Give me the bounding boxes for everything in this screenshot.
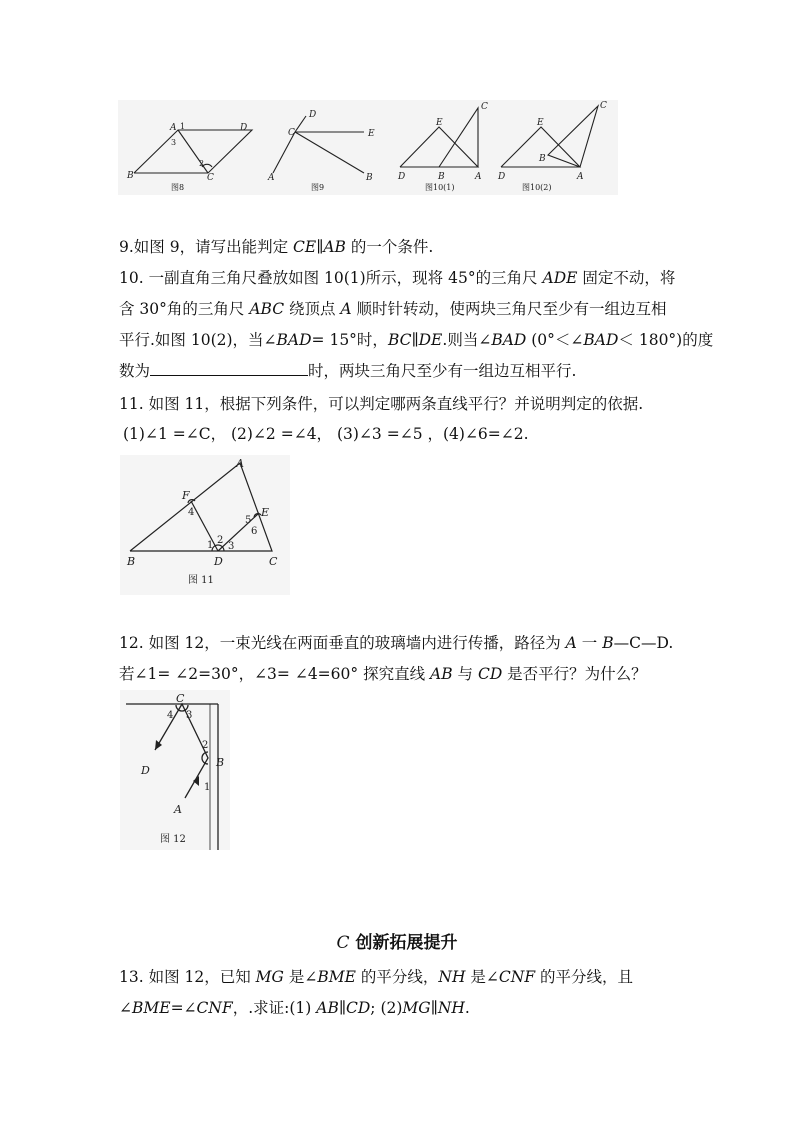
q10-l4-b: 时，两块三角尺至少有一组边互相平行.: [308, 362, 577, 380]
figure-11: [120, 455, 290, 595]
fig10-2-caption: 图10(2): [522, 183, 552, 192]
section-title-text: 创新拓展提升: [349, 933, 458, 953]
section-title: [0, 928, 794, 953]
fig11-angle-4: 4: [188, 507, 195, 518]
fig9-caption: 图9: [311, 183, 325, 192]
question-11-line-2: (1)∠1 =∠C， (2)∠2 =∠4， (3)∠3 =∠5 ，(4)∠6=∠2.: [123, 425, 529, 443]
q13-l2-f: .: [464, 999, 470, 1017]
fig8-angle-1: 1: [180, 122, 186, 131]
q10-l3-c: = 15°时，: [311, 331, 388, 349]
q12-l1-b: A: [565, 634, 577, 652]
fig10-1-label-E: E: [436, 118, 443, 128]
q10-l1-a: 10. 一副直角三角尺叠放如图 10(1)所示，现将 45°的三角尺: [119, 269, 543, 287]
fig10-2-label-E: E: [537, 118, 544, 128]
fig11-angle-1: 1: [207, 540, 214, 551]
fig8-angle-2: 2: [199, 159, 205, 168]
q13-l2-b: ，.求证:(1): [232, 999, 317, 1017]
q9-expr: CE∥AB: [293, 238, 346, 256]
question-12-line-1: [119, 632, 679, 655]
q13-l2-e: MG∥NH: [402, 999, 465, 1017]
q10-l4-a: 数为: [119, 362, 151, 380]
fig9-label-B: B: [366, 173, 373, 183]
q13-l1-h: ∠CNF: [485, 968, 536, 986]
q13-l1-d: ∠BME: [304, 968, 356, 986]
q12-l2-b: AB: [430, 665, 453, 683]
fig11-label-A: A: [236, 457, 244, 470]
fig12-label-A: A: [174, 803, 182, 816]
q12-l2-a: 若∠1= ∠2=30°，∠3= ∠4=60° 探究直线: [119, 665, 430, 683]
fig11-label-B: B: [127, 555, 136, 568]
question-13-line-1: [119, 966, 679, 989]
q12-l2-e: 是否平行？为什么？: [502, 665, 647, 683]
q13-l1-g: 是: [465, 968, 486, 986]
q13-l1-a: 13. 如图 12，已知: [119, 968, 256, 986]
q10-l3-b: ∠BAD: [263, 331, 312, 349]
fig11-angle-5: 5: [245, 515, 252, 526]
fig10-1-caption: 图10(1): [425, 183, 455, 192]
q13-l2-c: AB∥CD: [316, 999, 371, 1017]
top-figures: [118, 100, 618, 195]
fig8-label-C: C: [207, 173, 214, 183]
fig9-label-E: E: [368, 129, 375, 139]
fig12-angle-1: 1: [204, 782, 211, 793]
q13-l1-b: MG: [255, 968, 284, 986]
q13-l1-i: 的平分线，且: [535, 968, 634, 986]
fig11-label-E: E: [261, 506, 270, 519]
fig10-2-label-A: A: [577, 172, 584, 182]
q13-l1-f: NH: [438, 968, 466, 986]
q12-l1-c: 一: [576, 634, 603, 652]
q10-l3-a: 平行.如图 10(2)，当: [119, 331, 264, 349]
q10-l2-e: 顺时针转动，使两块三角尺至少有一组边互相: [351, 300, 667, 318]
fig12-label-D: D: [141, 764, 150, 777]
fig12-label-B: B: [216, 756, 225, 769]
q13-l2-a: ∠BME=∠CNF: [119, 999, 233, 1017]
fig10-1-label-D: D: [398, 172, 406, 182]
figure-12: [120, 690, 230, 850]
q13-l1-e: 的平分线，: [355, 968, 439, 986]
fig11-angle-2: 2: [217, 535, 224, 546]
q10-l2-c: 绕顶点: [284, 300, 341, 318]
fig9-label-C: C: [288, 128, 295, 138]
question-10-line-2: [119, 298, 679, 321]
q13-l2-d: ; (2): [370, 999, 403, 1017]
fig12-angle-2: 2: [202, 740, 209, 751]
question-10-line-1: [119, 267, 679, 290]
q10-l2-b: ABC: [249, 300, 285, 318]
q12-l1-a: 12. 如图 12，一束光线在两面垂直的玻璃墙内进行传播，路径为: [119, 634, 566, 652]
fig10-1-label-B: B: [438, 172, 445, 182]
q10-l3-i: ＜ 180°)的度: [618, 331, 714, 349]
fig11-caption: 图 11: [188, 575, 214, 586]
fig10-1-label-C: C: [481, 102, 488, 112]
fig12-caption: 图 12: [160, 834, 186, 845]
fig11-label-C: C: [269, 555, 278, 568]
fig10-2-label-C: C: [600, 101, 607, 111]
question-11-line-1: 11. 如图 11，根据下列条件，可以判定哪两条直线平行？并说明判定的依据.: [119, 395, 644, 413]
fig11-angle-3: 3: [228, 541, 235, 552]
q10-l3-f: ∠BAD: [478, 331, 527, 349]
fig11-label-D: D: [214, 555, 223, 568]
q10-l3-h: ∠BAD: [570, 331, 619, 349]
fig9-label-A: A: [268, 173, 275, 183]
fig10-2-label-D: D: [498, 172, 506, 182]
top-figures-svg: [118, 100, 618, 195]
q9-text-pre: 9.如图 9，请写出能判定: [119, 238, 294, 256]
fig8-caption: 图8: [171, 183, 185, 192]
fig8-label-D: D: [240, 123, 248, 133]
q12-l2-c: 与: [452, 665, 478, 683]
q9-text-post: 的一个条件.: [345, 238, 434, 256]
question-12-line-2: [119, 663, 679, 686]
q10-l3-d: BC∥DE: [387, 331, 443, 349]
q12-l1-e: —C—D.: [613, 634, 674, 652]
fig9-label-D: D: [309, 110, 317, 120]
q13-l1-c: 是: [283, 968, 305, 986]
q12-l2-d: CD: [477, 665, 503, 683]
q10-l1-b: ADE: [542, 269, 578, 287]
fig8-angle-3: 3: [171, 138, 177, 147]
fig11-label-F: F: [182, 489, 190, 502]
question-10-line-3: [119, 329, 714, 352]
q10-l3-g: (0°＜: [526, 331, 571, 349]
q10-l2-a: 含 30°角的三角尺: [119, 300, 250, 318]
q10-l3-e: .则当: [442, 331, 479, 349]
q10-l1-c: 固定不动，将: [577, 269, 676, 287]
fig12-label-C: C: [176, 692, 185, 705]
fig8-label-A: A: [170, 123, 177, 133]
question-13-line-2: [119, 997, 679, 1020]
question-9: [119, 236, 679, 259]
fig11-angle-6: 6: [251, 526, 258, 537]
fig12-angle-3: 3: [186, 710, 193, 721]
fig10-1-label-A: A: [475, 172, 482, 182]
section-letter: C: [336, 933, 350, 953]
q12-l1-d: B: [602, 634, 614, 652]
fig10-2-label-B: B: [539, 154, 546, 164]
figure-12-svg: [120, 690, 230, 850]
answer-blank[interactable]: [150, 360, 308, 376]
fig12-angle-4: 4: [167, 710, 174, 721]
question-10-line-4: [119, 360, 679, 383]
q10-l2-d: A: [340, 300, 352, 318]
fig8-label-B: B: [127, 171, 134, 181]
figure-11-svg: [120, 455, 290, 595]
